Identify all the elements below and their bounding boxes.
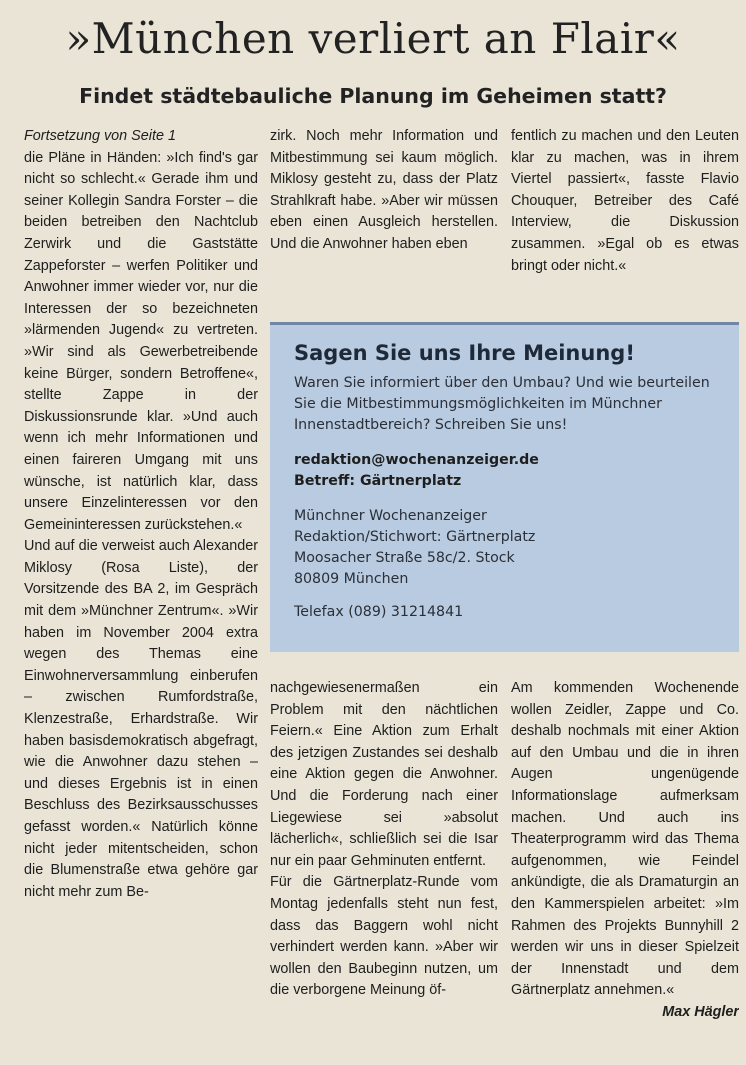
address-line-publisher: Münchner Wochenanzeiger [294,508,487,524]
article-column-3-bottom [511,678,739,1063]
box-title: Sagen Sie uns Ihre Meinung! [294,341,635,365]
article-column-3-top [511,126,739,301]
article-column-2-bottom [270,678,498,1063]
column2-bottom-paragraph-2: Für die Gärtnerplatz-Runde vom Montag jedenfalls steht nun fest, dass das Baggern wohl nicht verhindert werden kann. »Aber wir wollen den Baubeginn nutzen, um die verborgene Meinung öf- [270,874,498,999]
box-subject: Betreff: Gärtnerplatz [294,473,462,489]
box-text: Waren Sie informiert über den Umbau? Und wie beurteilen Sie die Mitbestimmungsmöglichkeiten im Münchner Innenstadtbereich? Schreiben Sie uns! [294,375,710,433]
column1-paragraph-2: Und auf die verweist auch Alexander Miklosy (Rosa Liste), der Vorsitzende des BA 2, im Gespräch mit dem »Münchner Zentrum«. »Wir haben im November 2004 extra wegen des Themas eine Einwohnerversammlung einberufen – zwischen Rumfordstraße, Klenzestraße, Erhardstraße. Wir haben basisdemokratisch abgefragt, wie die Anwohner dazu stehen – und dieses Ergebnis ist in einen Beschluss des Bezirksausschusses gefasst worden.« Natürlich könne nicht jeder mitentscheiden, schon die Blumenstraße etwa gehöre gar nicht mehr zum Be- [24,538,258,900]
headline: »München verliert an Flair« [65,14,681,63]
address-line-city: 80809 München [294,571,409,587]
continuation-note: Fortsetzung von Seite 1 [24,128,176,144]
column2-bottom-paragraph-1: nachgewiesenermaßen ein Problem mit den nächtlichen Feiern.« Eine Aktion zum Erhalt des jetzigen Zustandes sei deshalb eine Aktion gegen die Anwohner. Und die Forderung nach einer Liegewiese sei »absolut lächerlich«, schließlich sei die Isar nur ein paar Gehminuten entfernt. [270,680,498,869]
box-fax: Telefax (089) 31214841 [294,604,464,620]
article-column-1 [24,126,258,1056]
column1-paragraph-1: die Pläne in Händen: »Ich find's gar nicht so schlecht.« Gerade ihm und seiner Kollegin Sandra Forster – die beiden betreiben den Nachtclub Zerwirk und die Gaststätte Zappeforster – werfen Politiker und Anwohner immer wieder vor, nur die Interessen der so bezeichneten »lärmenden Jugend« zu vertreten. »Wir sind als Gewerbetreibende keine Bürger, sondern Betroffene«, stellte Zappe in der Diskussionsrunde klar. »Und auch wenn ich mehr Informationen und einen faireren Umgang mit uns wünsche, ist natürlich klar, dass unsere Einzelinteressen vor den Gemeininteressen zurückstehen.« [24,149,258,533]
article-column-2-top [270,126,498,301]
reader-feedback-box [270,322,739,652]
column3-top-text: fentlich zu machen und den Leuten klar zu machen, was in ihrem Viertel passiert«, fasste Flavio Chouquer, Betreiber des Café Interview, die Diskussion zusammen. »Egal ob es etwas bringt oder nicht.« [511,128,739,274]
address-line-street: Moosacher Straße 58c/2. Stock [294,550,515,566]
column3-bottom-text: Am kommenden Wochenende wollen Zeidler, Zappe und Co. deshalb nochmals mit einer Aktion auf den Umbau und die in ihren Augen ungenügende Informationslage aufmerksam machen. Und auch ins Theaterprogramm wird das Thema aufgenommen, wie Feindel ankündigte, die als Dramaturgin an den Kammerspielen arbeitet: »Im Rahmen des Projekts Bunnyhill 2 werden wir uns in dieser Spielzeit der Innenstadt und dem Gärtnerplatz annehmen.« [511,680,739,999]
subheadline: Findet städtebauliche Planung im Geheimen statt? [79,84,667,108]
address-line-editorial: Redaktion/Stichwort: Gärtnerplatz [294,529,536,545]
author-byline: Max Hägler [662,1003,739,1020]
column2-top-text: zirk. Noch mehr Information und Mitbestimmung sei kaum möglich. Miklosy gesteht zu, dass der Platz Strahlkraft habe. »Aber wir müssen eben einen Ausgleich herstellen. Und die Anwohner haben eben [270,128,498,252]
box-email: redaktion@wochenanzeiger.de [294,452,539,468]
